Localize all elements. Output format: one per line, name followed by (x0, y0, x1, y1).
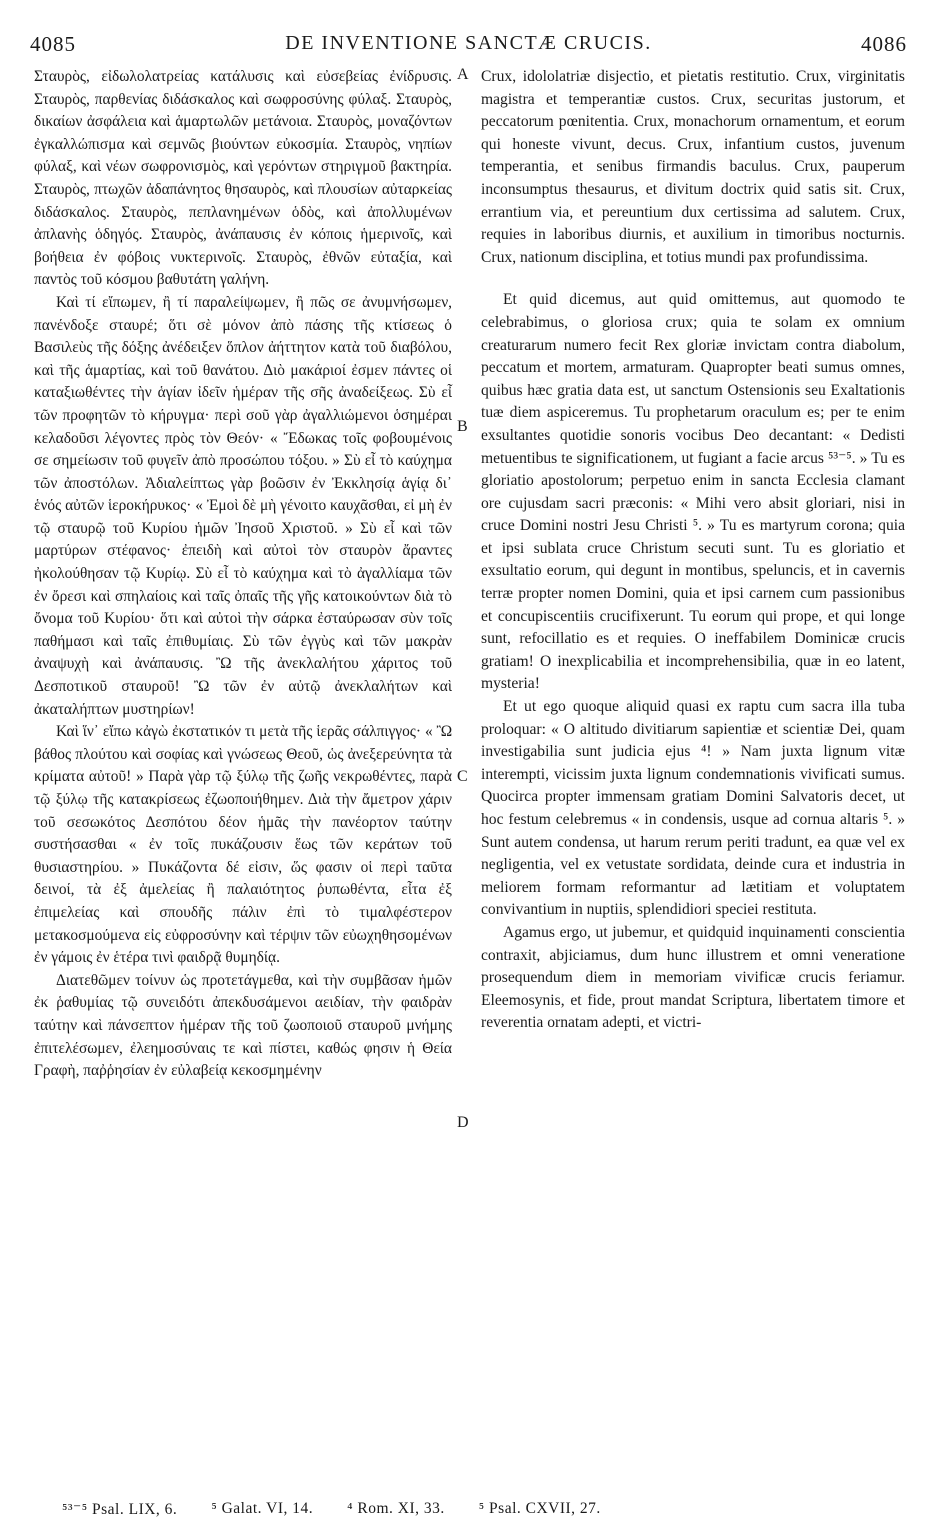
greek-paragraph: Καὶ τί εἴπωμεν, ἢ τί παραλείψωμεν, ἢ πῶς σε ἀνυμνήσωμεν, πανένδοξε σταυρέ; ὅτι σὲ μόνον ἀπὸ πάσης τῆς κτίσεως ὁ Βασιλεὺς τῆς δόξης ἀνέδειξεν ὅπλον ἀήττητον κατὰ τοῦ διαβόλου, καὶ τῆς ἁμαρτίας, καὶ τοῦ θανάτου. Διὸ μακάριοί ἐσμεν πάντες οἱ καταξιωθέντες τὴν ἁγίαν ἰδεῖν ἡμέραν τῆς σῆς ἀναδείξεως. Σὺ εἶ τῶν προφητῶν τὸ κήρυγμα· περὶ σοῦ γὰρ ἀγαλλιώμενοι ὁσημέραι κελαδοῦσι λέγοντες πρὸς τὸν Θεόν· « Ἔδωκας τοῖς φοβουμένοις σε σημείωσιν τοῦ φυγεῖν ἀπὸ προσώπου τόξου. » Σὺ εἶ τὸ καύχημα τῶν ἀποστόλων. Ἀδιαλείπτως γὰρ βοῶσιν ἐν Ἐκκλησίᾳ ἁγίᾳ δι᾽ ἑνός αὐτῶν ἱεροκήρυκος· « Ἐμοὶ δὲ μὴ γένοιτο καυχᾶσθαι, εἰ μὴ ἐν τῷ σταυρῷ τοῦ Κυρίου ἡμῶν Ἰησοῦ Χριστοῦ. » Σὺ εἶ καὶ τῶν μαρτύρων στέφανος· ἐπειδὴ καὶ αὐτοὶ τὸν σταυρὸν ἄραντες ἠκολούθησαν τῷ Κυρίῳ. Σὺ εἶ τὸ καύχημα καὶ τὸ ἀγαλλίαμα τῶν ἐν ὄρεσι καὶ σπηλαίοις καὶ ταῖς ὀπαῖς τῆς γῆς κατοικούντων διὰ τὸ ὄνομα τοῦ Κυρίου· ὅτι καὶ αὐτοὶ τὴν σάρκα ἐσταύρωσαν σὺν τοῖς παθήμασι καὶ ταῖς ἐπιθυμίαις. Σὺ τῶν ἐγγὺς καὶ τῶν μακρὰν ἀναψυχὴ καὶ ἀνάπαυσις. Ὢ τῆς ἀνεκλαλήτου χάριτος τοῦ Δεσποτικοῦ σταυροῦ! Ὢ τῶν ἐν αὐτῷ ἀνεκλαλήτων καὶ ἀκαταλήπτων μυστηρίων! (34, 293, 452, 718)
section-marker-a: A (457, 66, 469, 83)
section-marker-c: C (457, 768, 468, 785)
page-header (30, 32, 907, 62)
latin-paragraph: Agamus ergo, ut jubemur, et quidquid inquinamenti conscientia contraxit, abjiciamus, dum hunc illustrem et omni veneratione prosequendum diem in memoriam vivificæ crucis feriamur. Eleemosynis, et fide, prout mandat Scriptura, libertatem timore et reverentia ornatam adepti, et victri- (481, 923, 905, 1032)
footnote: ⁴ Rom. XI, 33. (347, 1500, 445, 1517)
latin-paragraph: Crux, idololatriæ disjectio, et pietatis restitutio. Crux, virginitatis magistra et temperantiæ custos. Crux, securitas justorum, et peccatorum pœnitentia. Crux, monachorum ornamentum, et eorum qui honeste vivunt, decus. Crux, infantium custos, juvenum temperantia, et senibus firmandis baculus. Crux, pauperum inconsumptus thesaurus, et divitum doctrix quid satis sit. Crux, errantium via, et pereuntium dux certissima ad salutem. Crux, requies in laboribus diurnis, et auxilium in timoribus nocturnis. Crux, nationum disciplina, et totius mundi pax profundissima. (481, 68, 905, 266)
greek-paragraph: Διατεθῶμεν τοίνυν ὡς προτετάγμεθα, καὶ τὴν συμβᾶσαν ἡμῶν ἐκ ῥαθυμίας τῷ συνειδότι ἀπεκδυσάμενοι αειδίαν, τὴν φαιδρὰν ταύτην καὶ πάνσεπτον ἡμέραν τῆς τοῦ ζωοποιοῦ σταυροῦ μνήμης ἐπιτελέσωμεν, ἐλεημοσύναις τε καὶ πίστει, καθώς φησιν ἡ Θεία Γραφὴ, παῤῥησίαν ἐν εὐλαβείᾳ κεκοσμημένην (34, 971, 452, 1080)
footnote: ⁵ Psal. CXVII, 27. (478, 1500, 601, 1517)
latin-paragraph: Et ut ego quoque aliquid quasi ex raptu cum sacra illa tuba proloquar: « O altitudo divitiarum sapientiæ et scientiæ Dei, quam investigabilia sunt judicia ejus ⁴! » Nam juxta lignum vitæ interempti, vicissim juxta lignum condemnationis vivificati sumus. Quocirca propter immensam gratiam Domini Salvatoris decet, ut hoc festum celebremus « in condensis, usque ad cornua altaris ⁵. » Sunt autem condensa, ut harum rerum periti tradunt, ea quæ vel ex negligentia, vel ex vetustate sordidata, deinde cura et industria in meliorem formam reformantur ad lætitiam et voluptatem convivantium in nuptiis, splendidiori speciei restituta. (481, 698, 905, 919)
footnotes (62, 1500, 869, 1519)
greek-paragraph: Σταυρὸς, εἰδωλολατρείας κατάλυσις καὶ εὐσεβείας ἐνίδρυσις. Σταυρὸς, παρθενίας διδάσκαλος καὶ σωφροσύνης φύλαξ. Σταυρὸς, δικαίων ἀσφάλεια καὶ ἁμαρτωλῶν μετάνοια. Σταυρὸς, μοναζόντων ἐγκαλλώπισμα καὶ σεμνῶς βιούντων εὐκοσμία. Σταυρὸς, νηπίων φύλαξ, καὶ νέων σωφρονισμὸς, καὶ γερόντων στηριγμοῦ βακτηρία. Σταυρὸς, πτωχῶν ἀδαπάνητος θησαυρὸς, καὶ πλουσίων αὐταρκείας διδάσκαλος. Σταυρὸς, πεπλανημένων ὁδὸς, καὶ ἀπολλυμένων ἀπλανὴς ὁδηγός. Σταυρὸς, ἀνάπαυσις ἐν κόποις ἡμερινοῖς, καὶ βοήθεια ἐν φόβοις νυκτερινοῖς. Σταυρὸς, ἐθνῶν εὐταξία, καὶ παντὸς τοῦ κόσμου βαθυτάτη γαλήνη. (34, 68, 452, 289)
latin-paragraph: Et quid dicemus, aut quid omittemus, aut quomodo te celebrabimus, o gloriosa crux; quia te solam ex omnium creaturarum numero fecit Rex gloriæ invictam contra diabolum, peccatum et mortem, armaturam. Quapropter beati sumus omnes, quibus hæc gratia data est, ut sanctum Ostensionis seu Exaltationis tuæ diem aspiceremus. Tu prophetarum oraculum es; per te enim exsultantes quotidie sonoris vocibus Deo decantant: « Dedisti metuentibus te significationem, ut fugiant a facie arcus ⁵³⁻⁵. » Tu es gloriatio apostolorum; perpetuo enim in sancta Ecclesia clamant ore cujusdam sacri præconis: « Mihi vero absit gloriari, nisi in cruce Domini nostri Jesu Christi ⁵. » Tu es martyrum corona; quia et ipsi sublata cruce Christum secuti sunt. Tu es gloriatio et exsultatio eorum, qui degunt in montibus, speluncis, et in cavernis terræ propter nomen Domini, quia et ipsi carnem cum passionibus et concupiscentiis crucifixerunt. Tu eorum qui prope, et qui longe sunt, refocillatio es et requies. O ineffabilem Dominicæ crucis gratiam! O inexplicabilia et incomprehensibilia, quæ in eo latent, mysteria! (481, 291, 905, 693)
latin-column (481, 66, 905, 1035)
greek-column (34, 66, 452, 1083)
page-number-left: 4085 (30, 32, 76, 56)
section-marker-d: D (457, 1114, 469, 1131)
footnote: ⁵³⁻⁵ Psal. LIX, 6. (62, 1501, 178, 1518)
section-marker-b: B (457, 418, 468, 435)
footnote: ⁵ Galat. VI, 14. (211, 1500, 314, 1517)
running-title: DE INVENTIONE SANCTÆ CRUCIS. (285, 32, 652, 54)
greek-paragraph: Καὶ ἵν᾽ εἴπω κἀγὼ ἐκστατικόν τι μετὰ τῆς ἱερᾶς σάλπιγγος· « Ὢ βάθος πλούτου καὶ σοφίας καὶ γνώσεως Θεοῦ, ὡς ἀνεξερεύνητα τὰ κρίματα αὐτοῦ! » Παρὰ γὰρ τῷ ξύλῳ τῆς ζωῆς νεκρωθέντες, παρὰ τῷ ξύλῳ τῆς κατακρίσεως ἐζωοποιήθημεν. Διὰ τὴν ἄμετρον χάριν τοῦ σεσωκότος Δεσπότου δέον ἡμᾶς τὴν πανέορτον ταύτην συστήσασθαι « ἐν τοῖς πυκάζουσιν ἕως τῶν κεράτων τοῦ θυσιαστηρίου. » Πυκάζοντα δέ εἰσιν, ὥς φασιν οἱ περὶ ταῦτα δεινοί, τὰ ἐξ ἀμελείας ἢ παλαιότητος ῥυπωθέντα, εἶτα ἐξ ἐπιμελείας καὶ σπουδῆς πάλιν ἐπὶ τὸ τιμαλφέστερον μετακοσμούμενα εἰς εὐφροσύνην καὶ τέρψιν τῶν εὐωχηθησομένων ἐν γάμοις ἐν ἑτέρα τινὶ φαιδρᾷ θυμηδίᾳ. (34, 723, 452, 967)
page-number-right: 4086 (861, 32, 907, 56)
